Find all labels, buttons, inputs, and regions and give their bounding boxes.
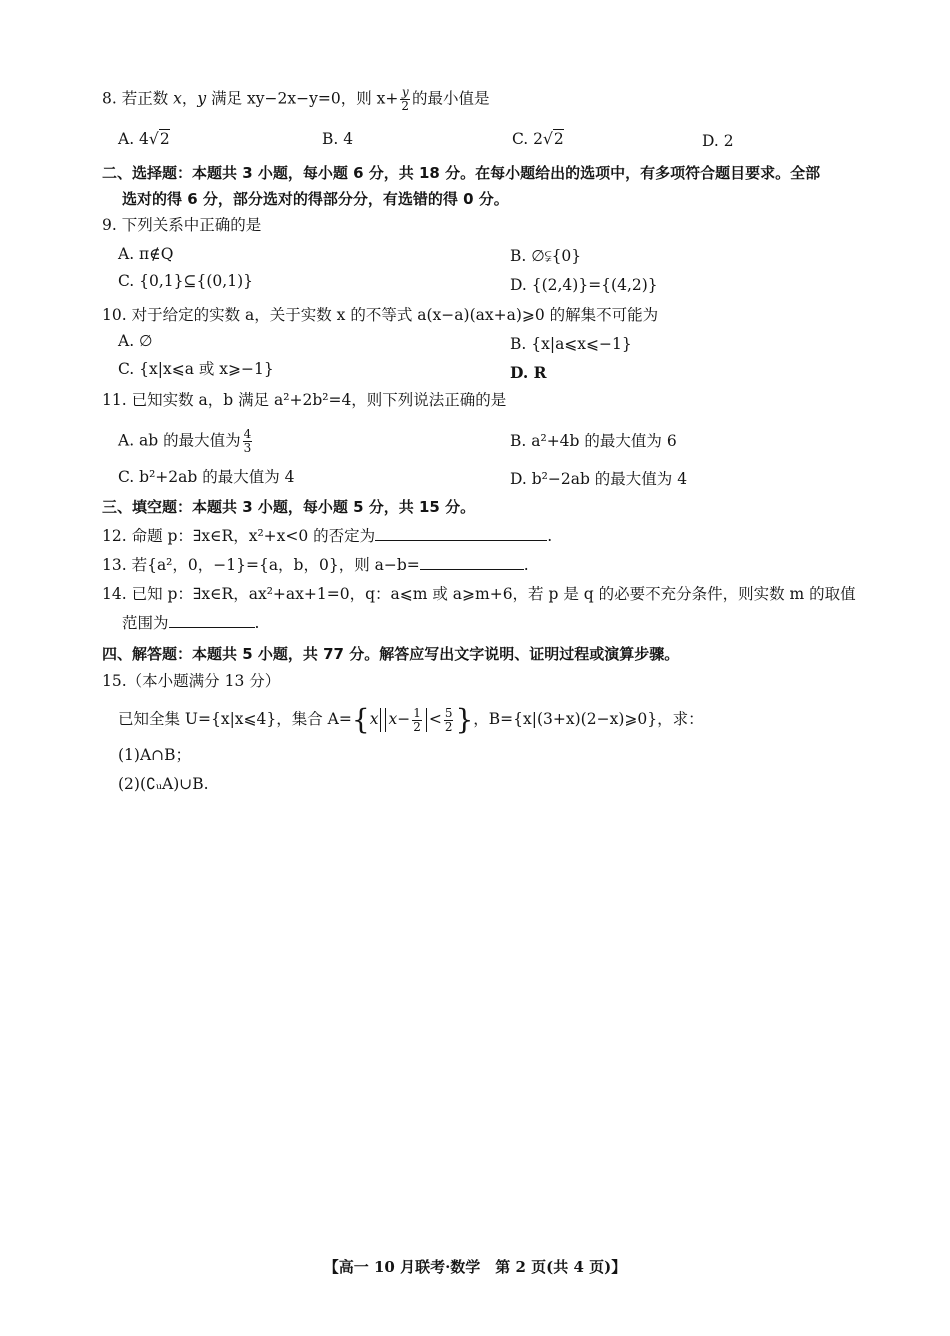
section-3-heading: 三、填空题：本题共 3 小题，每小题 5 分，共 15 分。 [102, 498, 476, 516]
q8-frac-num: y [401, 85, 409, 99]
q15-part-1: (1)A∩B； [118, 746, 192, 764]
section-2-heading: 二、选择题：本题共 3 小题，每小题 6 分，共 18 分。在每小题给出的选项中，有多项符合题目要求。全部 [102, 164, 821, 182]
q13-text: 13. 若{a²，0，−1}={a，b，0}，则 a−b= [102, 556, 420, 574]
set-brace-left: { [351, 703, 370, 736]
q9-stem: 9. 下列关系中正确的是 [102, 216, 262, 234]
q9-option-a: A. π∉Q [118, 245, 174, 263]
q15-given [118, 704, 704, 735]
q14-line-2 [122, 611, 259, 634]
q11-option-a [118, 428, 254, 455]
q9-option-b: B. ∅⫋{0} [510, 247, 582, 265]
q10-option-b: B. {x|a⩽x⩽−1} [510, 335, 632, 353]
q10-option-d: D. R [510, 363, 547, 382]
q15-abs-den: 2 [413, 719, 421, 734]
q15-set-var: x [369, 710, 379, 728]
q11-frac-num: 4 [243, 427, 252, 441]
q10-option-c: C. {x|x⩽a 或 x⩾−1} [118, 360, 274, 378]
q10-stem: 10. 对于给定的实数 a，关于实数 x 的不等式 a(x−a)(ax+a)⩾0 的解集不可能为 [102, 306, 659, 324]
q8-frac-den: 2 [401, 99, 410, 113]
q10-option-a: A. ∅ [118, 332, 153, 350]
section-2-heading-cont: 选对的得 6 分，部分选对的得部分分，有选错的得 0 分。 [122, 190, 509, 208]
q8-option-b: B. 4 [322, 130, 354, 148]
q8-stem [102, 86, 490, 113]
q15-given-post: ，B={x|(3+x)(2−x)⩾0}，求： [473, 710, 704, 728]
q8-stem-mid: 满足 xy−2x−y=0，则 x+ [206, 89, 399, 108]
q11-option-d: D. b²−2ab 的最大值为 4 [510, 470, 688, 488]
q15-lt: < [428, 710, 442, 728]
q11-opt-a-fraction [243, 428, 253, 455]
q8-var-y: y [197, 89, 207, 108]
q14-line-1: 14. 已知 p：∃x∈R，ax²+ax+1=0，q：a⩽m 或 a⩾m+6，若 p 是 q 的必要不充分条件，则实数 m 的取值 [102, 585, 856, 603]
q12 [102, 524, 552, 547]
q13-period: . [523, 556, 529, 574]
q8-opt-a-text: A. 4 [118, 130, 149, 148]
q14-text: 范围为 [122, 614, 169, 632]
q8-opt-c-text: C. 2 [512, 130, 544, 148]
q8-option-c: C. 2√2 [512, 130, 564, 148]
q11-option-b: B. a²+4b 的最大值为 6 [510, 432, 677, 450]
q12-answer-blank[interactable] [375, 524, 547, 541]
q11-option-c: C. b²+2ab 的最大值为 4 [118, 468, 295, 486]
q11-opt-a-text: A. ab 的最大值为 [118, 431, 241, 450]
set-brace-right: } [455, 703, 474, 736]
q12-text: 12. 命题 p：∃x∈R，x²+x<0 的否定为 [102, 527, 376, 545]
q15-abs-expr: x− [388, 710, 411, 728]
abs-bar-left [385, 708, 386, 732]
page-footer: 【高一 10 月联考·数学 第 2 页(共 4 页)】 [323, 1258, 627, 1276]
q14-answer-blank[interactable] [169, 611, 255, 628]
q15-rhs-den: 2 [444, 719, 453, 734]
q15-rhs-num: 5 [444, 705, 453, 720]
q13-answer-blank[interactable] [420, 553, 524, 570]
q11-frac-den: 3 [243, 441, 252, 455]
q8-fraction [400, 86, 410, 113]
q11-stem: 11. 已知实数 a，b 满足 a²+2b²=4，则下列说法正确的是 [102, 391, 507, 409]
q8-opt-c-radicand: 2 [553, 130, 564, 148]
q14-period: . [254, 614, 260, 632]
q8-option-d: D. 2 [702, 132, 734, 150]
q8-stem-pre: 8. 若正数 [102, 89, 174, 108]
q15-title: 15.（本小题满分 13 分） [102, 672, 281, 690]
q8-opt-a-radicand: 2 [159, 130, 170, 148]
q13 [102, 553, 529, 576]
section-4-heading: 四、解答题：本题共 5 小题，共 77 分。解答应写出文字说明、证明过程或演算步骤。 [102, 645, 680, 663]
q15-abs-num: 1 [413, 705, 421, 720]
set-separator [380, 708, 381, 732]
q8-comma: ， [181, 89, 198, 108]
q8-option-a: A. 4√2 [118, 130, 170, 148]
q12-period: . [547, 527, 553, 545]
q15-abs-fraction [412, 707, 422, 734]
q15-rhs-fraction [444, 707, 454, 734]
q8-var-x: x [173, 89, 182, 108]
q15-part-2: (2)(∁ᵤA)∪B. [118, 775, 209, 793]
q9-option-d: D. {(2,4)}={(4,2)} [510, 276, 658, 294]
q15-given-pre: 已知全集 U={x|x⩽4}，集合 A= [118, 710, 352, 728]
q9-option-c: C. {0,1}⊆{(0,1)} [118, 272, 253, 290]
q8-stem-post: 的最小值是 [412, 89, 490, 108]
abs-bar-right [426, 708, 427, 732]
